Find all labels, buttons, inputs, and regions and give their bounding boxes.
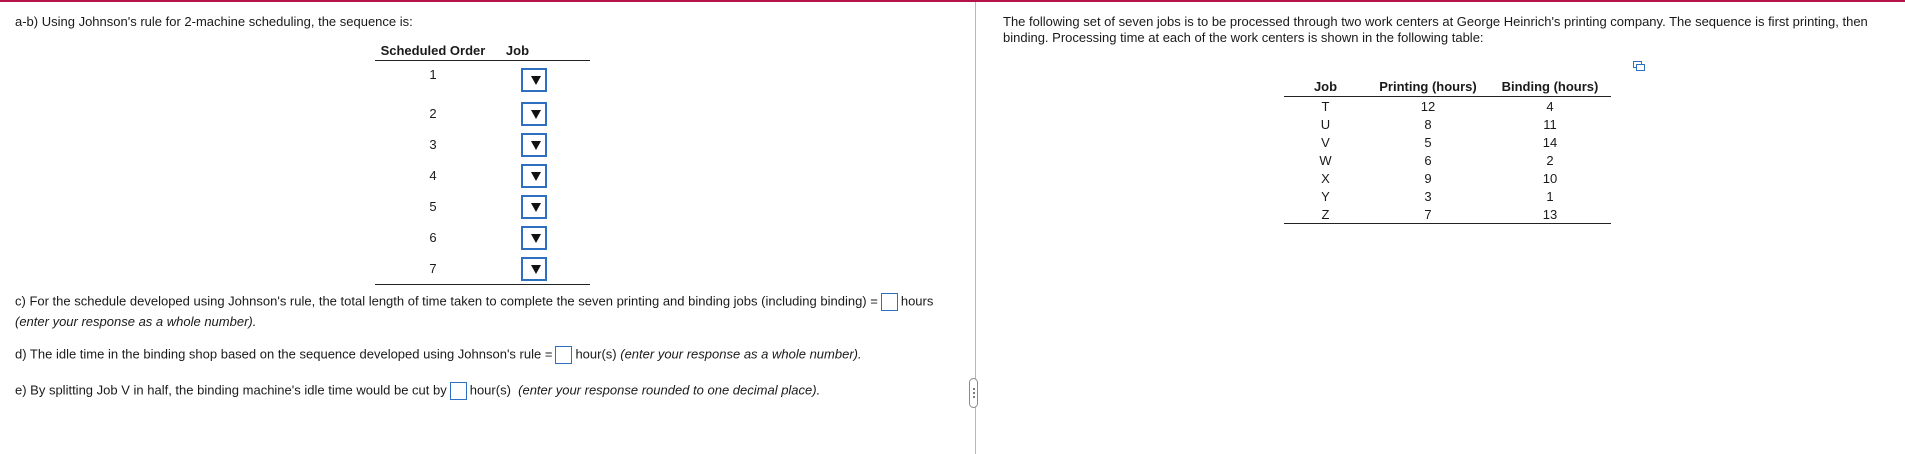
table-row bbox=[375, 160, 590, 191]
table-row bbox=[1284, 133, 1611, 151]
cell-printing: 12 bbox=[1420, 98, 1436, 114]
order-number: 3 bbox=[429, 137, 437, 152]
order-number: 7 bbox=[375, 253, 491, 285]
schedule-table bbox=[375, 40, 590, 285]
table-row bbox=[375, 129, 590, 160]
order-number: 5 bbox=[429, 199, 437, 214]
header-printing: Printing (hours) bbox=[1367, 77, 1489, 97]
question-ab: a-b) Using Johnson's rule for 2-machine scheduling, the sequence is: bbox=[15, 14, 413, 29]
question-e-text: e) By splitting Job V in half, the binding machine's idle time would be cut by bbox=[15, 382, 447, 398]
job-select-3[interactable] bbox=[521, 133, 547, 157]
header-binding: Binding (hours) bbox=[1489, 77, 1611, 97]
cell-job: X bbox=[1321, 170, 1330, 186]
order-number: 2 bbox=[429, 106, 437, 121]
cell-job: V bbox=[1321, 134, 1330, 150]
cell-printing: 5 bbox=[1424, 134, 1432, 150]
table-row bbox=[375, 191, 590, 222]
order-number: 1 bbox=[429, 67, 437, 82]
problem-pane bbox=[979, 2, 1905, 454]
cell-job: Z bbox=[1284, 205, 1367, 224]
job-select-5[interactable] bbox=[521, 195, 547, 219]
cell-binding: 10 bbox=[1542, 170, 1558, 186]
question-d-hint: (enter your response as a whole number). bbox=[620, 346, 862, 362]
order-number: 4 bbox=[429, 168, 437, 183]
table-row bbox=[375, 222, 590, 253]
splitter-handle-icon[interactable] bbox=[969, 378, 978, 408]
cell-job: T bbox=[1321, 98, 1330, 114]
question-d bbox=[15, 346, 862, 364]
processing-time-table bbox=[1284, 77, 1611, 224]
problem-intro: The following set of seven jobs is to be processed through two work centers at George Heinrich's printing company. The sequence is first printing, then binding. Processing time at each of the work centers is shown in the following table: bbox=[1003, 14, 1868, 45]
table-row bbox=[375, 61, 590, 99]
job-select-7[interactable] bbox=[521, 257, 547, 281]
cell-printing: 3 bbox=[1424, 188, 1432, 204]
job-select-2[interactable] bbox=[521, 102, 547, 126]
table-row bbox=[1284, 97, 1611, 116]
total-time-input[interactable] bbox=[881, 293, 898, 311]
idle-reduction-input[interactable] bbox=[450, 382, 467, 400]
cell-job: U bbox=[1320, 116, 1331, 132]
header-scheduled-order: Scheduled Order bbox=[375, 40, 491, 61]
cell-binding: 2 bbox=[1546, 152, 1554, 168]
cell-binding: 4 bbox=[1546, 98, 1554, 114]
table-row bbox=[1284, 205, 1611, 224]
question-e-hint: (enter your response rounded to one decimal place). bbox=[518, 382, 821, 398]
cell-printing: 6 bbox=[1424, 152, 1432, 168]
question-c bbox=[15, 293, 933, 311]
copy-table-icon[interactable] bbox=[1633, 61, 1645, 71]
header-job: Job bbox=[491, 40, 590, 61]
table-row bbox=[1284, 151, 1611, 169]
cell-binding: 11 bbox=[1543, 116, 1557, 132]
question-c-text: c) For the schedule developed using Johnson's rule, the total length of time taken to complete the seven printing and binding jobs (including binding) = bbox=[15, 293, 878, 309]
cell-job: Y bbox=[1321, 188, 1330, 204]
job-select-1[interactable] bbox=[521, 68, 547, 92]
question-e bbox=[15, 382, 820, 400]
order-number: 6 bbox=[429, 230, 437, 245]
cell-binding: 13 bbox=[1489, 205, 1611, 224]
cell-printing: 7 bbox=[1367, 205, 1489, 224]
question-pane bbox=[0, 2, 973, 454]
header-job: Job bbox=[1284, 77, 1367, 97]
question-e-unit: hour(s) bbox=[469, 382, 511, 398]
cell-printing: 8 bbox=[1424, 116, 1432, 132]
cell-job: W bbox=[1319, 152, 1332, 168]
table-row bbox=[375, 98, 590, 129]
table-row bbox=[1284, 169, 1611, 187]
table-row bbox=[375, 253, 590, 285]
question-d-unit: hour(s) bbox=[575, 346, 617, 362]
cell-printing: 9 bbox=[1424, 170, 1432, 186]
question-d-text: d) The idle time in the binding shop based on the sequence developed using Johnson's rule = bbox=[15, 346, 553, 362]
idle-time-input[interactable] bbox=[555, 346, 572, 364]
cell-binding: 1 bbox=[1546, 188, 1554, 204]
table-row bbox=[1284, 115, 1611, 133]
question-c-hint: (enter your response as a whole number). bbox=[15, 314, 257, 329]
question-c-unit: hours bbox=[900, 293, 934, 309]
table-row bbox=[1284, 187, 1611, 205]
job-select-4[interactable] bbox=[521, 164, 547, 188]
job-select-6[interactable] bbox=[521, 226, 547, 250]
cell-binding: 14 bbox=[1542, 134, 1558, 150]
